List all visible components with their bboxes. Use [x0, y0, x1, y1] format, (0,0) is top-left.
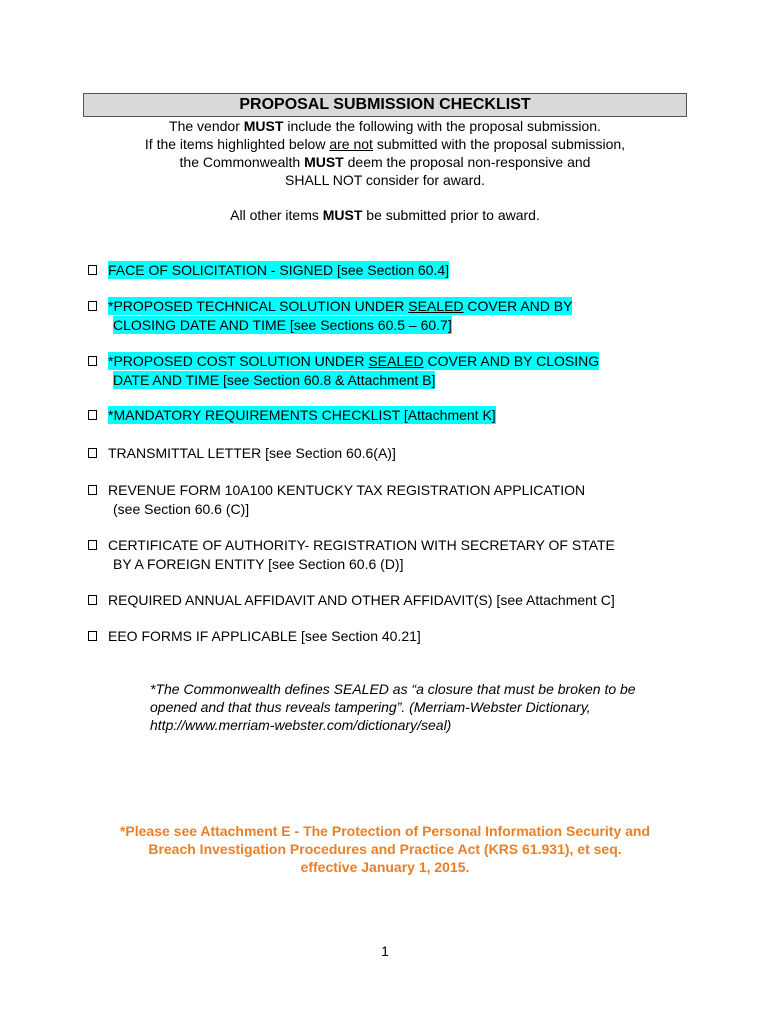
item-label: TRANSMITTAL LETTER [see Section 60.6(A)] [108, 445, 396, 461]
attachment-e-notice: *Please see Attachment E - The Protection of Personal Information Security and Breach Investigation Procedures and Practice Act (KRS 61.931), et seq. effective January 1, 2015. [119, 823, 651, 875]
intro-line-1: The vendor MUST include the following with the proposal submission. [169, 118, 601, 134]
checklist-title: PROPOSAL SUBMISSION CHECKLIST [83, 93, 687, 117]
checkbox-icon [88, 410, 97, 420]
checkbox-icon [88, 301, 97, 311]
page-number: 1 [381, 943, 389, 959]
item-label: *MANDATORY REQUIREMENTS CHECKLIST [Attachment K] [108, 407, 496, 423]
sealed-definition-note: *The Commonwealth defines SEALED as “a closure that must be broken to be opened and that thus reveals tampering”. (Merriam-Webster Dictionary, http://www.merriam-webster.com/dictionary/seal) [150, 681, 636, 733]
item-label-line-1: REVENUE FORM 10A100 KENTUCKY TAX REGISTRATION APPLICATION [108, 482, 586, 498]
intro-line-4: SHALL NOT consider for award. [285, 172, 485, 188]
checkbox-icon [88, 448, 97, 458]
item-label-line-1: CERTIFICATE OF AUTHORITY- REGISTRATION WITH SECRETARY OF STATE [108, 537, 615, 553]
checkbox-icon [88, 631, 97, 641]
item-label-line-2: CLOSING DATE AND TIME [see Sections 60.5 – 60.7] [113, 317, 452, 333]
item-label-line-1: *PROPOSED TECHNICAL SOLUTION UNDER SEALED COVER AND BY [108, 298, 573, 314]
item-label: FACE OF SOLICITATION - SIGNED [see Section 60.4] [108, 262, 450, 278]
item-label-line-2: (see Section 60.6 (C)] [113, 501, 250, 517]
checkbox-icon [88, 540, 97, 550]
checkbox-icon [88, 356, 97, 366]
other-items-note: All other items MUST be submitted prior to award. [230, 207, 540, 223]
item-label-line-2: DATE AND TIME [see Section 60.8 & Attachment B] [113, 372, 436, 388]
item-label: REQUIRED ANNUAL AFFIDAVIT AND OTHER AFFIDAVIT(S) [see Attachment C] [108, 592, 615, 608]
checkbox-icon [88, 485, 97, 495]
intro-line-3: the Commonwealth MUST deem the proposal non-responsive and [179, 154, 591, 170]
item-label: EEO FORMS IF APPLICABLE [see Section 40.21] [108, 628, 421, 644]
item-label-line-1: *PROPOSED COST SOLUTION UNDER SEALED COVER AND BY CLOSING [108, 353, 600, 369]
checkbox-icon [88, 265, 97, 275]
intro-line-2: If the items highlighted below are not submitted with the proposal submission, [144, 136, 626, 152]
item-label-line-2: BY A FOREIGN ENTITY [see Section 60.6 (D)] [113, 556, 404, 572]
intro-paragraph [83, 117, 687, 189]
checkbox-icon [88, 595, 97, 605]
